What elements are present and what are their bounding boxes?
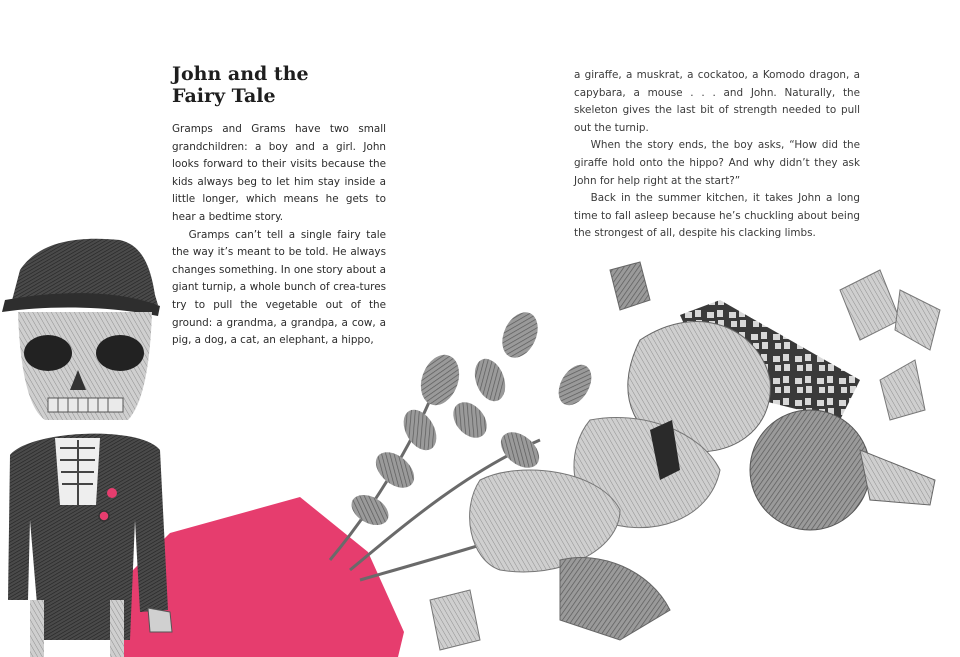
story-title <box>172 63 387 107</box>
paragraph: Gramps can’t tell a single fairy tale the way it’s meant to be told. He always changes something. In one story about a giant turnip, a whole bunch of crea-tures try to pull the vegetable out of the ground: a grandma, a grandpa, a cow, a pig, a dog, a cat, an elephant, a hippo, <box>172 228 386 347</box>
paragraph: When the story ends, the boy asks, “How did the giraffe hold onto the hippo? And why didn’t they ask John for help right at the start?” <box>574 139 860 187</box>
title-line-2: Fairy Tale <box>172 85 276 107</box>
animal-pile <box>430 262 940 650</box>
paragraph: Back in the summer kitchen, it takes John a long time to fall asleep because he’s chuckling about being the strongest of all, despite his clacking limbs. <box>574 192 860 240</box>
paragraph: a giraffe, a muskrat, a cockatoo, a Komodo dragon, a capybara, a mouse . . . and John. Naturally, the skeleton gives the last bit of strength needed to pull out the turnip. <box>574 69 860 134</box>
pink-turnip-shape <box>112 497 404 657</box>
left-column-text <box>172 121 386 350</box>
right-column-text <box>574 67 860 243</box>
title-line-1: John and the <box>172 63 309 85</box>
paragraph: Gramps and Grams have two small grandchildren: a boy and a girl. John looks forward to their visits because the kids always beg to let him stay inside a little longer, which means he gets to hear a bedtime story. <box>172 123 386 223</box>
skeleton-figure <box>2 239 172 657</box>
